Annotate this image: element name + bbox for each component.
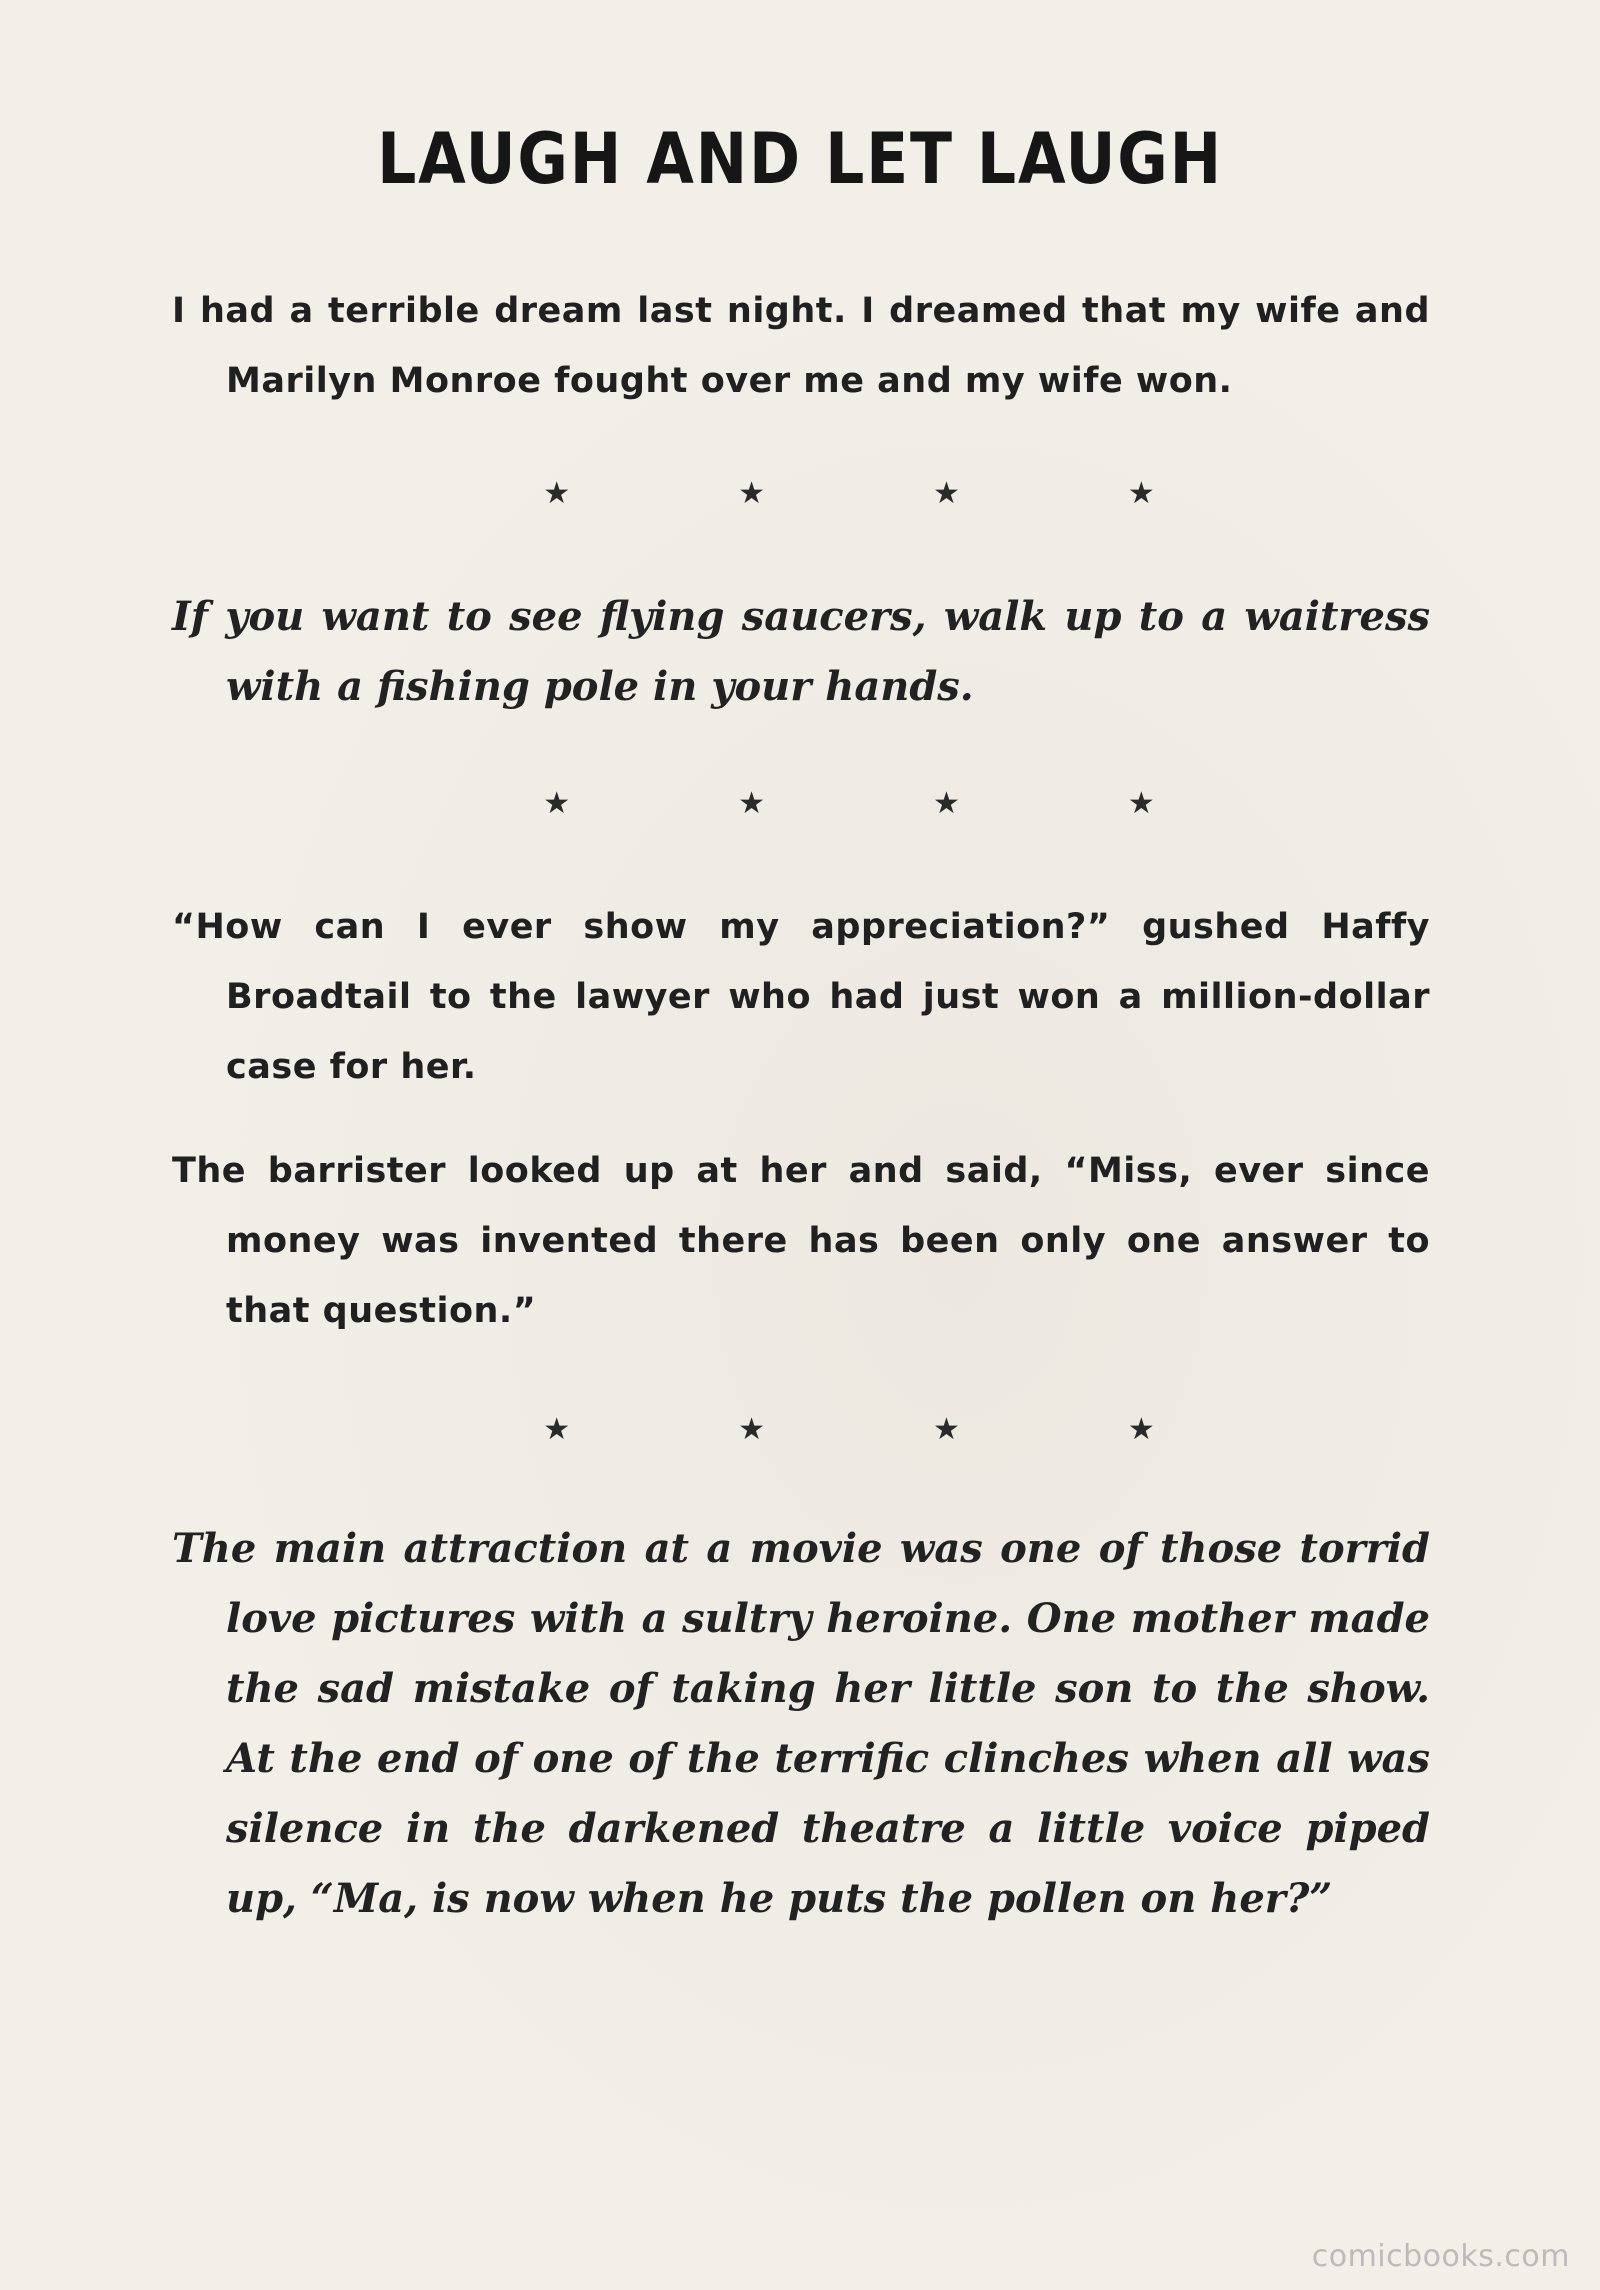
joke-flying-saucers: If you want to see flying saucers, walk up to a waitress with a fishing pole in your hands. bbox=[172, 593, 1430, 710]
joke-dream: I had a terrible dream last night. I dreamed that my wife and Marilyn Monroe fought over me and my wife won. bbox=[172, 291, 1430, 401]
star-icon: ★ bbox=[933, 476, 960, 511]
joke-appreciation: “How can I ever show my appreciation?” gushed Haffy Broadtail to the lawyer who had just won a million-dollar case for her. bbox=[172, 907, 1430, 1087]
star-separator bbox=[0, 784, 1600, 824]
star-separator bbox=[0, 474, 1600, 514]
star-icon: ★ bbox=[933, 1412, 960, 1447]
star-icon: ★ bbox=[933, 786, 960, 821]
star-icon: ★ bbox=[1127, 476, 1155, 511]
joke-movie-pollen: The main attraction at a movie was one of those torrid love pictures with a sultry heroine. One mother made the sad mistake of taking her little son to the show. At the end of one of the terrific clinches when all was silence in the darkened theatre a little voice piped up, “Ma, is now when he puts the pollen on her?” bbox=[172, 1525, 1430, 1922]
star-icon: ★ bbox=[738, 476, 765, 511]
star-icon: ★ bbox=[543, 786, 571, 821]
star-icon: ★ bbox=[543, 1412, 571, 1447]
star-icon: ★ bbox=[1127, 786, 1155, 821]
joke-barrister-reply: The barrister looked up at her and said, “Miss, ever since money was invented there has been only one answer to that question.” bbox=[172, 1151, 1430, 1331]
star-separator bbox=[0, 1410, 1600, 1450]
star-icon: ★ bbox=[1127, 1412, 1155, 1447]
star-icon: ★ bbox=[738, 1412, 765, 1447]
star-icon: ★ bbox=[738, 786, 765, 821]
star-icon: ★ bbox=[543, 476, 571, 511]
source-watermark: comicbooks.com bbox=[1311, 2239, 1570, 2274]
page-title: LAUGH AND LET LAUGH bbox=[377, 118, 1223, 200]
